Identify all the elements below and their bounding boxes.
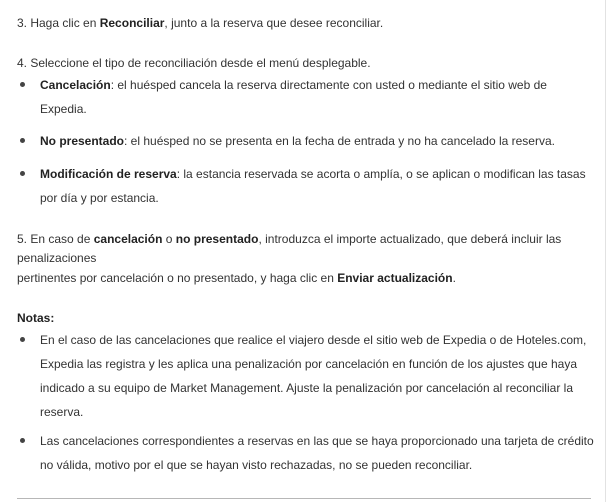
enviar-actualizacion-term: Enviar actualización bbox=[337, 271, 453, 285]
item-desc: : el huésped no se presenta en la fecha de entrada y no ha cancelado la reserva. bbox=[124, 134, 555, 148]
no-presentado-term: no presentado bbox=[175, 232, 259, 246]
item-desc-cont: Expedia. bbox=[40, 102, 87, 116]
step-5-line-3 bbox=[17, 268, 456, 288]
reconciliar-term: Reconciliar bbox=[99, 16, 165, 30]
step-5-rest: , introduzca el importe actualizado, que deberá incluir las bbox=[258, 232, 562, 246]
step-5-line-3-post: . bbox=[452, 271, 456, 285]
note-line: reserva. bbox=[40, 405, 84, 419]
item-term: No presentado bbox=[40, 134, 125, 148]
step-5-line-2: penalizaciones bbox=[17, 251, 97, 265]
note-line: indicado a su equipo de Market Management. Ajuste la penalización por cancelación al reconciliar la bbox=[40, 381, 573, 395]
divider bbox=[17, 498, 591, 499]
bullet-icon bbox=[20, 171, 25, 176]
step-3-post: , junto a la reserva que desee reconciliar. bbox=[164, 16, 384, 30]
step-3-text bbox=[17, 13, 383, 33]
item-term: Cancelación bbox=[40, 78, 111, 92]
bullet-icon bbox=[20, 438, 25, 443]
item-desc: : la estancia reservada se acorta o amplía, o se aplican o modifican las tasas bbox=[176, 167, 586, 181]
cancelacion-term: cancelación bbox=[93, 232, 163, 246]
note-line: En el caso de las cancelaciones que realice el viajero desde el sitio web de Expedia o de Hoteles.com, bbox=[40, 333, 587, 347]
step-3-pre: 3. Haga clic en bbox=[17, 16, 100, 30]
step-5-line-3-pre: pertinentes por cancelación o no presentado, y haga clic en bbox=[17, 271, 338, 285]
item-term: Modificación de reserva bbox=[40, 167, 177, 181]
item-desc: : el huésped cancela la reserva directamente con usted o mediante el sitio web de bbox=[110, 78, 547, 92]
note-line: Expedia las registra y les aplica una penalización por cancelación en función de los ajustes que haya bbox=[40, 357, 578, 371]
notes-title-text: Notas: bbox=[17, 311, 55, 325]
step-5-mid: o bbox=[162, 232, 176, 246]
step-5-line-1 bbox=[17, 229, 561, 249]
bullet-icon bbox=[20, 337, 25, 342]
step-5-pre: 5. En caso de bbox=[17, 232, 94, 246]
notes-title bbox=[17, 308, 54, 328]
note-line: no válida, motivo por el que se hayan visto rechazadas, no se pueden reconciliar. bbox=[40, 458, 473, 472]
bullet-icon bbox=[20, 138, 25, 143]
step-4-intro: 4. Seleccione el tipo de reconciliación desde el menú desplegable. bbox=[17, 56, 371, 70]
note-line: Las cancelaciones correspondientes a reservas en las que se haya proporcionado una tarjeta de crédito bbox=[40, 434, 594, 448]
bullet-icon bbox=[20, 82, 25, 87]
item-desc-cont: por día y por estancia. bbox=[40, 191, 159, 205]
